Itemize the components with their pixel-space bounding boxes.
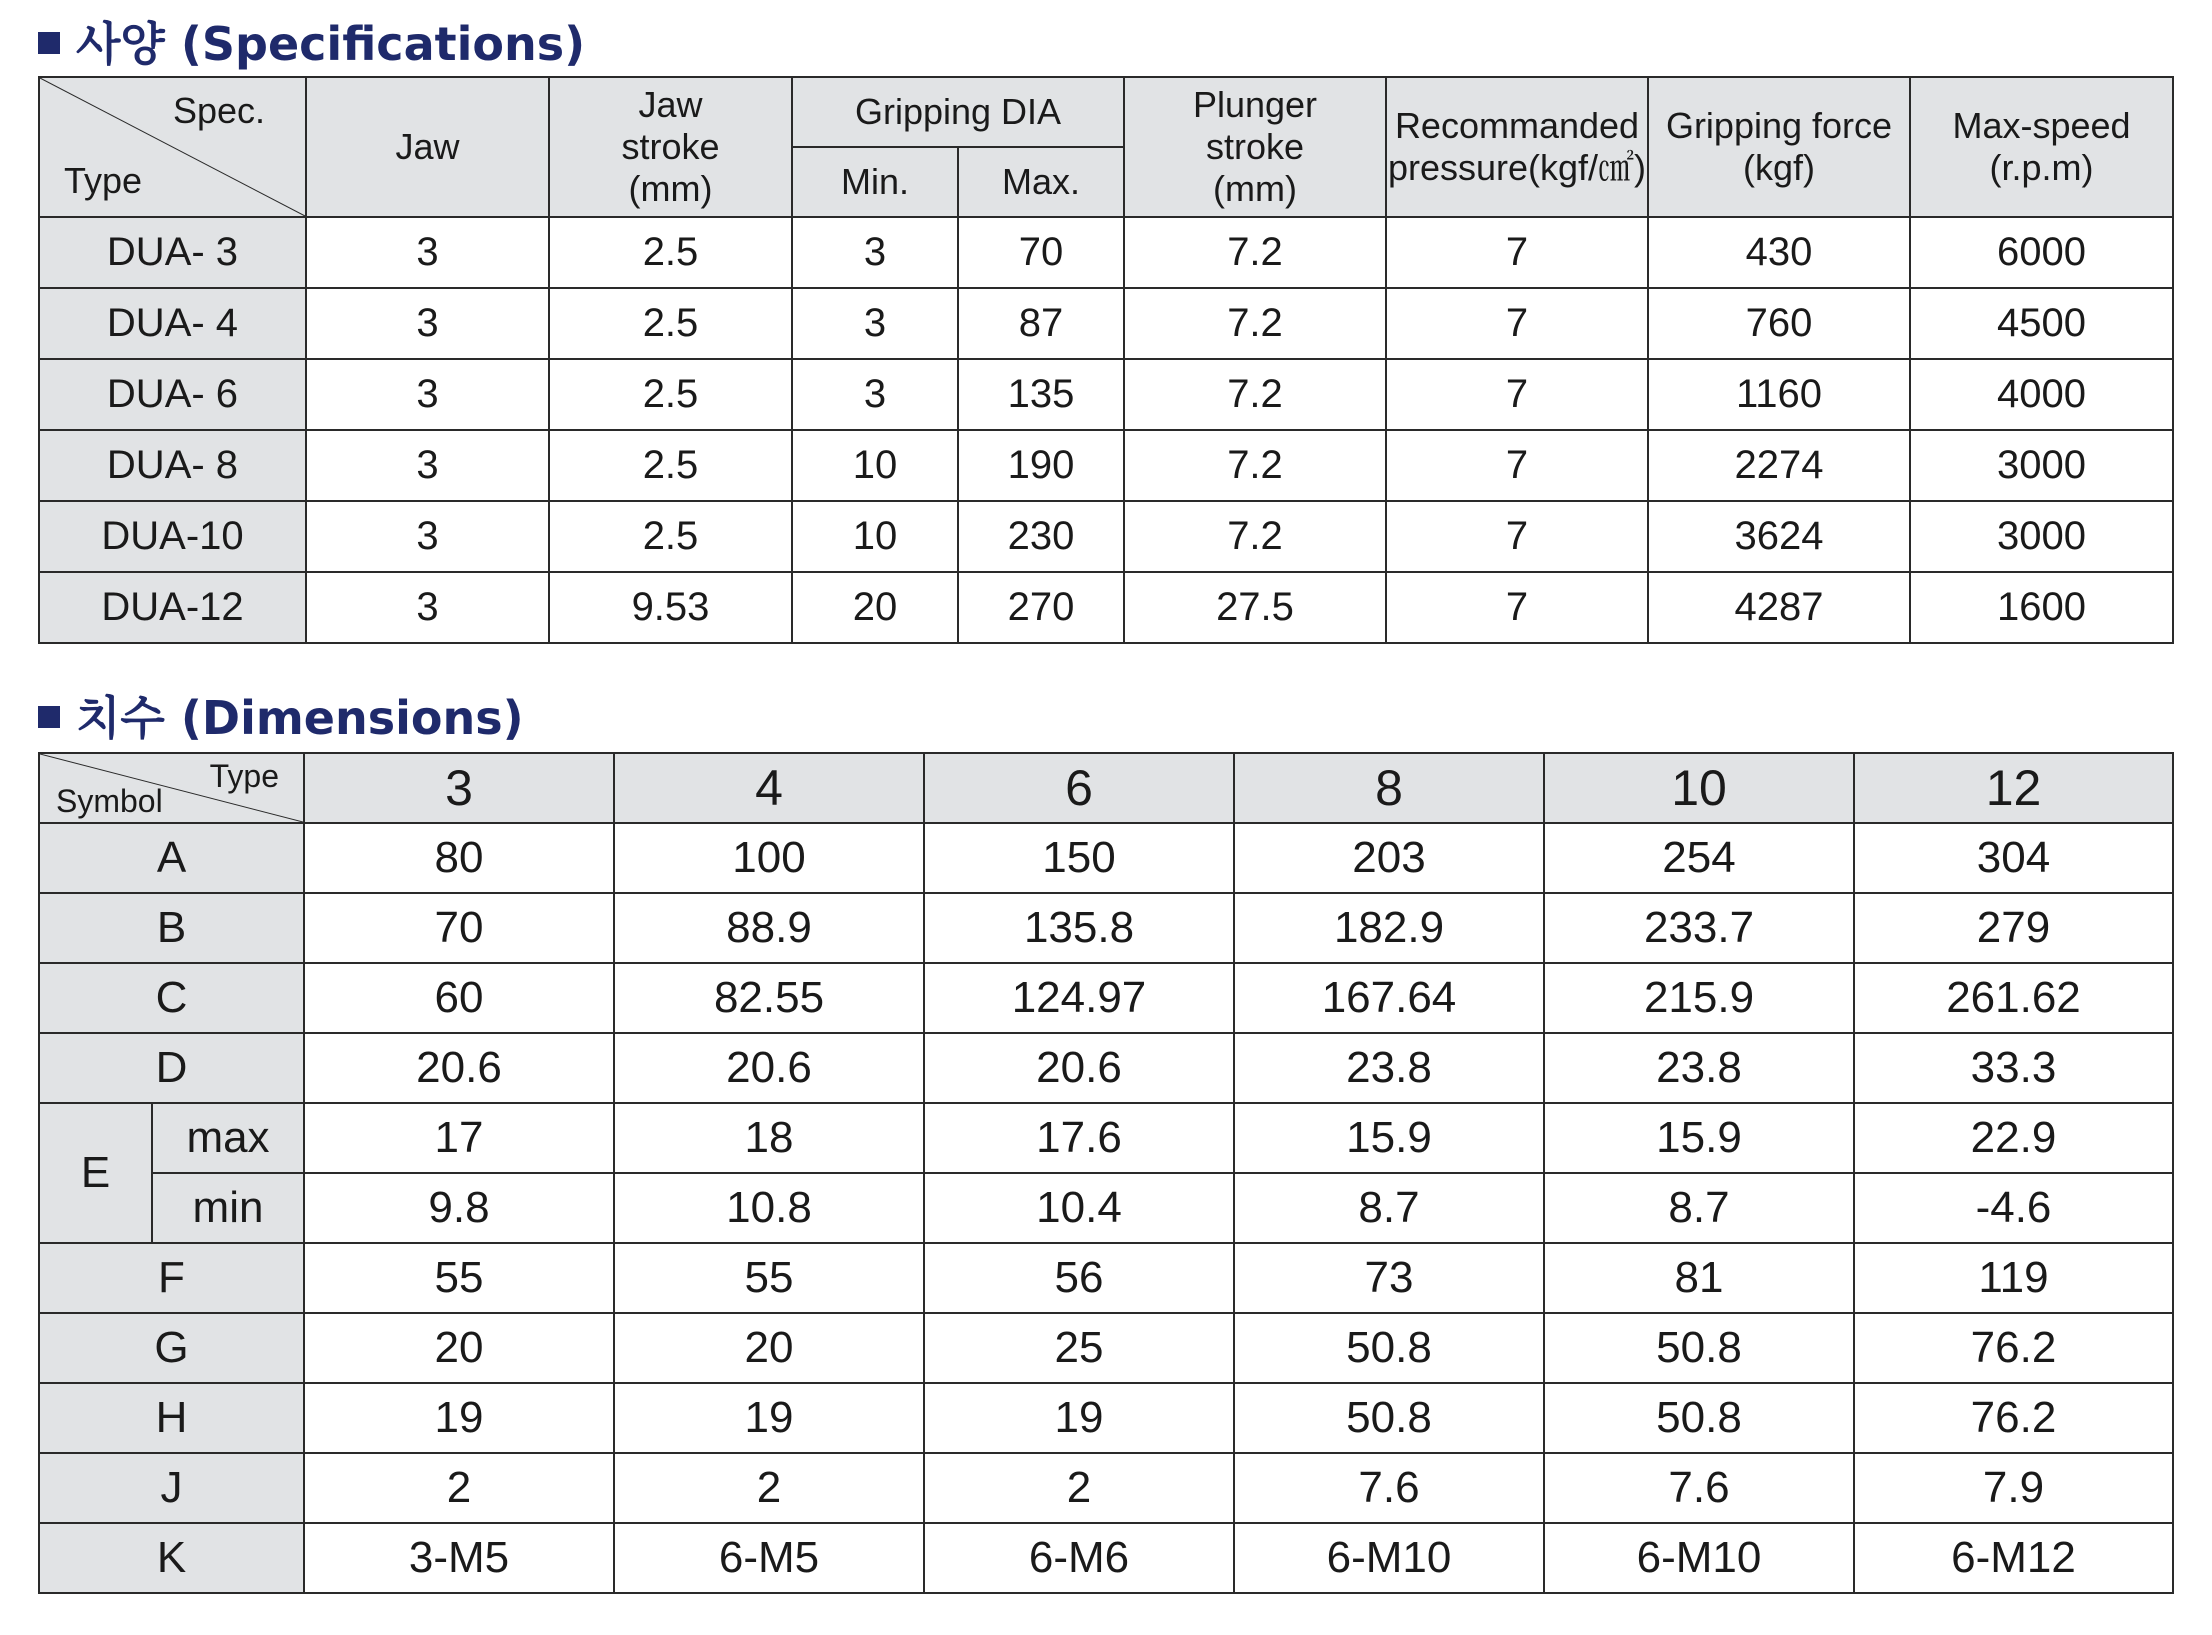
value-cell: 1600 <box>1910 572 2173 643</box>
value-cell: 23.8 <box>1234 1033 1544 1103</box>
value-cell: 20 <box>304 1313 614 1383</box>
value-cell: 7 <box>1386 501 1648 572</box>
value-cell: 87 <box>958 288 1124 359</box>
max-speed-header: Max-speed (r.p.m) <box>1910 77 2173 217</box>
value-cell: 100 <box>614 823 924 893</box>
value-cell: 10.4 <box>924 1173 1234 1243</box>
value-cell: 3 <box>792 217 958 288</box>
value-cell: 17 <box>304 1103 614 1173</box>
value-cell: 7 <box>1386 572 1648 643</box>
value-cell: 7.2 <box>1124 359 1386 430</box>
value-cell: 50.8 <box>1544 1383 1854 1453</box>
type-cell: DUA- 8 <box>39 430 306 501</box>
value-cell: 3 <box>792 288 958 359</box>
specifications-title <box>38 8 585 74</box>
min-header: Min. <box>792 147 958 217</box>
jaw-stroke-header: Jaw stroke (mm) <box>549 77 792 217</box>
value-cell: 55 <box>614 1243 924 1313</box>
value-cell: 3 <box>306 217 549 288</box>
value-cell: 70 <box>958 217 1124 288</box>
value-cell: 2.5 <box>549 430 792 501</box>
dimensions-body <box>39 823 2173 1593</box>
value-cell: 2.5 <box>549 359 792 430</box>
pressure-header: Recommanded pressure(kgf/㎠) <box>1386 77 1648 217</box>
value-cell: 261.62 <box>1854 963 2173 1033</box>
value-cell: 230 <box>958 501 1124 572</box>
jaw-header: Jaw <box>306 77 549 217</box>
value-cell: 8.7 <box>1544 1173 1854 1243</box>
value-cell: 3 <box>792 359 958 430</box>
value-cell: 10 <box>792 501 958 572</box>
value-cell: 15.9 <box>1544 1103 1854 1173</box>
symbol-label: Symbol <box>56 783 163 819</box>
type-cell: DUA-10 <box>39 501 306 572</box>
table-row <box>39 893 2173 963</box>
table-row <box>39 430 2173 501</box>
value-cell: 60 <box>304 963 614 1033</box>
specifications-body <box>39 217 2173 643</box>
value-cell: 2 <box>614 1453 924 1523</box>
type-label: Type <box>64 160 143 201</box>
value-cell: 22.9 <box>1854 1103 2173 1173</box>
symbol-type-corner-header <box>39 753 304 823</box>
value-cell: 20.6 <box>924 1033 1234 1103</box>
value-cell: 4287 <box>1648 572 1910 643</box>
square-bullet-icon <box>38 32 60 54</box>
value-cell: 2 <box>304 1453 614 1523</box>
table-row <box>39 1313 2173 1383</box>
value-cell: 304 <box>1854 823 2173 893</box>
value-cell: 2.5 <box>549 288 792 359</box>
value-cell: 6-M10 <box>1234 1523 1544 1593</box>
value-cell: 10 <box>792 430 958 501</box>
value-cell: 3 <box>306 572 549 643</box>
value-cell: 3624 <box>1648 501 1910 572</box>
symbol-cell: C <box>39 963 304 1033</box>
value-cell: 6-M5 <box>614 1523 924 1593</box>
value-cell: 56 <box>924 1243 1234 1313</box>
table-row <box>39 288 2173 359</box>
type-label: Type <box>209 758 279 794</box>
value-cell: 80 <box>304 823 614 893</box>
value-cell: 70 <box>304 893 614 963</box>
type-header: 3 <box>304 753 614 823</box>
value-cell: 3 <box>306 288 549 359</box>
value-cell: 167.64 <box>1234 963 1544 1033</box>
value-cell: 2.5 <box>549 501 792 572</box>
table-row <box>39 823 2173 893</box>
value-cell: 27.5 <box>1124 572 1386 643</box>
symbol-cell: F <box>39 1243 304 1313</box>
value-cell: 430 <box>1648 217 1910 288</box>
value-cell: 50.8 <box>1234 1383 1544 1453</box>
table-row <box>39 359 2173 430</box>
value-cell: 7.2 <box>1124 430 1386 501</box>
table-row <box>39 1383 2173 1453</box>
value-cell: 19 <box>304 1383 614 1453</box>
type-header: 10 <box>1544 753 1854 823</box>
value-cell: 190 <box>958 430 1124 501</box>
value-cell: 15.9 <box>1234 1103 1544 1173</box>
value-cell: 135.8 <box>924 893 1234 963</box>
value-cell: 135 <box>958 359 1124 430</box>
symbol-cell: J <box>39 1453 304 1523</box>
symbol-cell: D <box>39 1033 304 1103</box>
table-row <box>39 1243 2173 1313</box>
type-cell: DUA- 6 <box>39 359 306 430</box>
value-cell: 6-M6 <box>924 1523 1234 1593</box>
type-cell: DUA- 3 <box>39 217 306 288</box>
value-cell: 3 <box>306 501 549 572</box>
table-row <box>39 1453 2173 1523</box>
value-cell: 7.9 <box>1854 1453 2173 1523</box>
type-cell: DUA-12 <box>39 572 306 643</box>
value-cell: 6000 <box>1910 217 2173 288</box>
gripping-dia-header: Gripping DIA <box>792 77 1124 147</box>
value-cell: 9.53 <box>549 572 792 643</box>
dimensions-title-text: 치수 (Dimensions) <box>76 691 524 745</box>
specifications-title-text: 사양 (Specifications) <box>76 17 586 71</box>
value-cell: 55 <box>304 1243 614 1313</box>
type-header: 12 <box>1854 753 2173 823</box>
value-cell: 7 <box>1386 430 1648 501</box>
square-bullet-icon <box>38 706 60 728</box>
spec-label: Spec. <box>172 90 265 131</box>
value-cell: 3 <box>306 430 549 501</box>
value-cell: 9.8 <box>304 1173 614 1243</box>
symbol-cell: K <box>39 1523 304 1593</box>
symbol-cell: H <box>39 1383 304 1453</box>
plunger-stroke-header: Plunger stroke (mm) <box>1124 77 1386 217</box>
value-cell: 7 <box>1386 288 1648 359</box>
value-cell: 20 <box>614 1313 924 1383</box>
value-cell: 82.55 <box>614 963 924 1033</box>
value-cell: 8.7 <box>1234 1173 1544 1243</box>
type-header: 8 <box>1234 753 1544 823</box>
value-cell: 3000 <box>1910 501 2173 572</box>
table-row <box>39 1523 2173 1593</box>
value-cell: 25 <box>924 1313 1234 1383</box>
value-cell: 3000 <box>1910 430 2173 501</box>
symbol-cell: A <box>39 823 304 893</box>
value-cell: 20.6 <box>304 1033 614 1103</box>
value-cell: 203 <box>1234 823 1544 893</box>
value-cell: 7 <box>1386 359 1648 430</box>
dimensions-title <box>38 682 524 748</box>
value-cell: 279 <box>1854 893 2173 963</box>
value-cell: 7.2 <box>1124 501 1386 572</box>
table-row <box>39 1103 2173 1173</box>
value-cell: 124.97 <box>924 963 1234 1033</box>
value-cell: 7.6 <box>1234 1453 1544 1523</box>
value-cell: 73 <box>1234 1243 1544 1313</box>
value-cell: 760 <box>1648 288 1910 359</box>
value-cell: 7 <box>1386 217 1648 288</box>
table-row <box>39 1173 2173 1243</box>
value-cell: 50.8 <box>1234 1313 1544 1383</box>
value-cell: 215.9 <box>1544 963 1854 1033</box>
value-cell: 50.8 <box>1544 1313 1854 1383</box>
value-cell: 19 <box>614 1383 924 1453</box>
gripping-force-header: Gripping force (kgf) <box>1648 77 1910 217</box>
value-cell: 23.8 <box>1544 1033 1854 1103</box>
spec-type-corner-header <box>39 77 306 217</box>
value-cell: 10.8 <box>614 1173 924 1243</box>
specifications-table <box>38 76 2174 644</box>
value-cell: 20.6 <box>614 1033 924 1103</box>
max-header: Max. <box>958 147 1124 217</box>
value-cell: 1160 <box>1648 359 1910 430</box>
value-cell: 7.2 <box>1124 288 1386 359</box>
value-cell: 6-M12 <box>1854 1523 2173 1593</box>
symbol-cell: E <box>39 1103 152 1243</box>
value-cell: 3-M5 <box>304 1523 614 1593</box>
value-cell: 7.2 <box>1124 217 1386 288</box>
value-cell: 2274 <box>1648 430 1910 501</box>
value-cell: 33.3 <box>1854 1033 2173 1103</box>
value-cell: 119 <box>1854 1243 2173 1313</box>
table-row <box>39 1033 2173 1103</box>
value-cell: 20 <box>792 572 958 643</box>
value-cell: 7.6 <box>1544 1453 1854 1523</box>
value-cell: 233.7 <box>1544 893 1854 963</box>
value-cell: 88.9 <box>614 893 924 963</box>
value-cell: 2.5 <box>549 217 792 288</box>
type-header: 4 <box>614 753 924 823</box>
value-cell: 3 <box>306 359 549 430</box>
table-row <box>39 572 2173 643</box>
value-cell: 6-M10 <box>1544 1523 1854 1593</box>
table-row <box>39 963 2173 1033</box>
type-header: 6 <box>924 753 1234 823</box>
value-cell: 254 <box>1544 823 1854 893</box>
sub-symbol-cell: max <box>152 1103 304 1173</box>
value-cell: 2 <box>924 1453 1234 1523</box>
table-row <box>39 501 2173 572</box>
value-cell: 182.9 <box>1234 893 1544 963</box>
value-cell: 76.2 <box>1854 1383 2173 1453</box>
value-cell: 17.6 <box>924 1103 1234 1173</box>
sub-symbol-cell: min <box>152 1173 304 1243</box>
value-cell: 76.2 <box>1854 1313 2173 1383</box>
table-row <box>39 217 2173 288</box>
value-cell: 4500 <box>1910 288 2173 359</box>
dimensions-table <box>38 752 2174 1594</box>
value-cell: -4.6 <box>1854 1173 2173 1243</box>
value-cell: 81 <box>1544 1243 1854 1313</box>
value-cell: 150 <box>924 823 1234 893</box>
value-cell: 270 <box>958 572 1124 643</box>
value-cell: 19 <box>924 1383 1234 1453</box>
type-cell: DUA- 4 <box>39 288 306 359</box>
symbol-cell: B <box>39 893 304 963</box>
symbol-cell: G <box>39 1313 304 1383</box>
value-cell: 4000 <box>1910 359 2173 430</box>
value-cell: 18 <box>614 1103 924 1173</box>
